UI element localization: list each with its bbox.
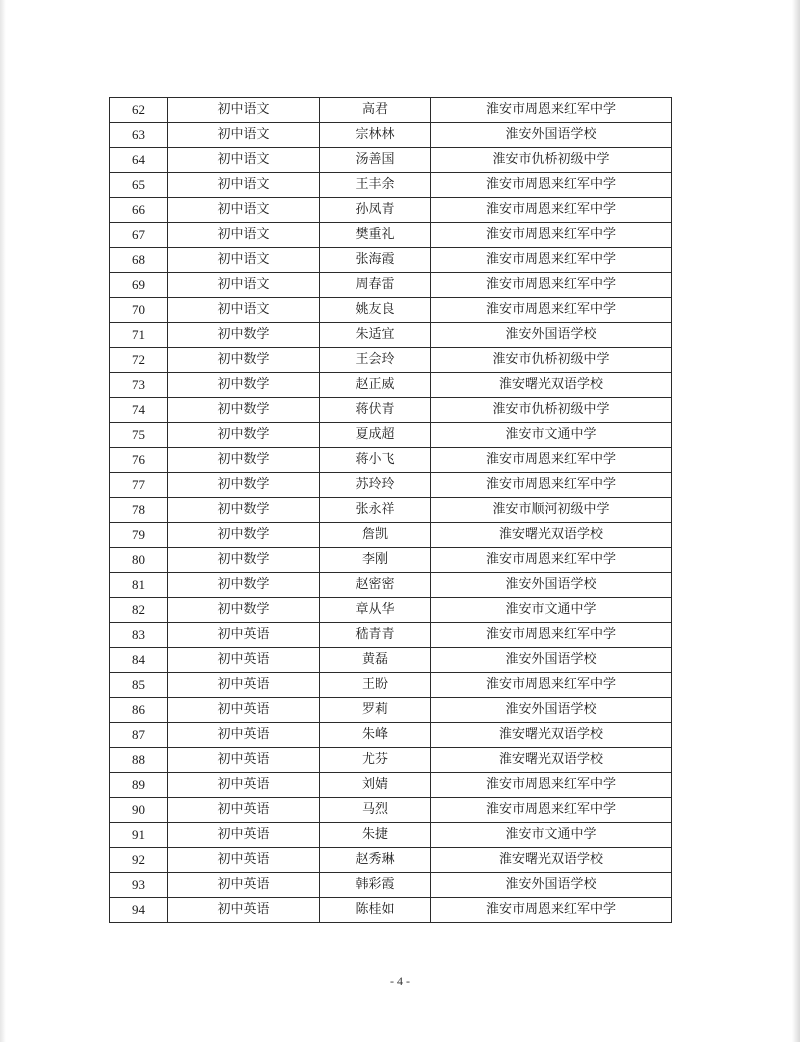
row-number-cell: 77 [110, 473, 168, 498]
school-cell: 淮安外国语学校 [431, 648, 672, 673]
subject-cell: 初中数学 [168, 523, 320, 548]
subject-cell: 初中数学 [168, 373, 320, 398]
subject-cell: 初中语文 [168, 123, 320, 148]
table-row [110, 723, 672, 748]
school-cell: 淮安市周恩来红军中学 [431, 298, 672, 323]
table-row [110, 223, 672, 248]
teacher-name-cell: 刘婧 [320, 773, 431, 798]
teacher-name-cell: 高君 [320, 98, 431, 123]
table-row [110, 348, 672, 373]
table-row [110, 873, 672, 898]
row-number-cell: 92 [110, 848, 168, 873]
subject-cell: 初中英语 [168, 898, 320, 923]
table-row [110, 648, 672, 673]
row-number-cell: 81 [110, 573, 168, 598]
row-number-cell: 63 [110, 123, 168, 148]
school-cell: 淮安市文通中学 [431, 823, 672, 848]
teacher-name-cell: 朱适宜 [320, 323, 431, 348]
subject-cell: 初中语文 [168, 98, 320, 123]
row-number-cell: 74 [110, 398, 168, 423]
school-cell: 淮安市周恩来红军中学 [431, 173, 672, 198]
table-row [110, 698, 672, 723]
teacher-name-cell: 樊重礼 [320, 223, 431, 248]
subject-cell: 初中语文 [168, 273, 320, 298]
row-number-cell: 66 [110, 198, 168, 223]
teacher-name-cell: 王盼 [320, 673, 431, 698]
row-number-cell: 64 [110, 148, 168, 173]
table-row [110, 298, 672, 323]
school-cell: 淮安市周恩来红军中学 [431, 223, 672, 248]
subject-cell: 初中英语 [168, 673, 320, 698]
school-cell: 淮安市仇桥初级中学 [431, 348, 672, 373]
subject-cell: 初中数学 [168, 498, 320, 523]
row-number-cell: 71 [110, 323, 168, 348]
subject-cell: 初中数学 [168, 348, 320, 373]
teacher-name-cell: 王会玲 [320, 348, 431, 373]
school-cell: 淮安市周恩来红军中学 [431, 98, 672, 123]
table-row [110, 798, 672, 823]
teacher-name-cell: 汤善国 [320, 148, 431, 173]
teacher-name-cell: 黄磊 [320, 648, 431, 673]
subject-cell: 初中数学 [168, 398, 320, 423]
table-row [110, 198, 672, 223]
roster-table-body [110, 98, 672, 923]
school-cell: 淮安曙光双语学校 [431, 373, 672, 398]
teacher-name-cell: 尤芬 [320, 748, 431, 773]
row-number-cell: 94 [110, 898, 168, 923]
table-row [110, 423, 672, 448]
table-row [110, 373, 672, 398]
teacher-name-cell: 罗莉 [320, 698, 431, 723]
teacher-name-cell: 陈桂如 [320, 898, 431, 923]
school-cell: 淮安曙光双语学校 [431, 523, 672, 548]
school-cell: 淮安市周恩来红军中学 [431, 248, 672, 273]
teacher-name-cell: 苏玲玲 [320, 473, 431, 498]
school-cell: 淮安市顺河初级中学 [431, 498, 672, 523]
subject-cell: 初中英语 [168, 723, 320, 748]
subject-cell: 初中语文 [168, 223, 320, 248]
page-edge-right [792, 0, 800, 1042]
subject-cell: 初中英语 [168, 848, 320, 873]
subject-cell: 初中英语 [168, 623, 320, 648]
row-number-cell: 72 [110, 348, 168, 373]
subject-cell: 初中数学 [168, 323, 320, 348]
teacher-name-cell: 赵秀琳 [320, 848, 431, 873]
row-number-cell: 65 [110, 173, 168, 198]
school-cell: 淮安市周恩来红军中学 [431, 673, 672, 698]
school-cell: 淮安市周恩来红军中学 [431, 898, 672, 923]
row-number-cell: 68 [110, 248, 168, 273]
school-cell: 淮安市仇桥初级中学 [431, 398, 672, 423]
subject-cell: 初中英语 [168, 823, 320, 848]
row-number-cell: 73 [110, 373, 168, 398]
table-row [110, 98, 672, 123]
table-row [110, 273, 672, 298]
school-cell: 淮安市周恩来红军中学 [431, 773, 672, 798]
row-number-cell: 62 [110, 98, 168, 123]
row-number-cell: 93 [110, 873, 168, 898]
row-number-cell: 89 [110, 773, 168, 798]
table-row [110, 398, 672, 423]
row-number-cell: 79 [110, 523, 168, 548]
school-cell: 淮安市周恩来红军中学 [431, 798, 672, 823]
teacher-name-cell: 张永祥 [320, 498, 431, 523]
row-number-cell: 86 [110, 698, 168, 723]
table-row [110, 123, 672, 148]
table-row [110, 473, 672, 498]
row-number-cell: 88 [110, 748, 168, 773]
table-row [110, 673, 672, 698]
teacher-name-cell: 詹凯 [320, 523, 431, 548]
row-number-cell: 91 [110, 823, 168, 848]
teacher-name-cell: 章从华 [320, 598, 431, 623]
subject-cell: 初中数学 [168, 598, 320, 623]
row-number-cell: 76 [110, 448, 168, 473]
school-cell: 淮安曙光双语学校 [431, 723, 672, 748]
school-cell: 淮安市周恩来红军中学 [431, 448, 672, 473]
row-number-cell: 87 [110, 723, 168, 748]
subject-cell: 初中英语 [168, 773, 320, 798]
row-number-cell: 90 [110, 798, 168, 823]
subject-cell: 初中英语 [168, 698, 320, 723]
table-row [110, 173, 672, 198]
school-cell: 淮安外国语学校 [431, 573, 672, 598]
school-cell: 淮安市周恩来红军中学 [431, 473, 672, 498]
table-row [110, 573, 672, 598]
teacher-name-cell: 蒋小飞 [320, 448, 431, 473]
teacher-name-cell: 赵正威 [320, 373, 431, 398]
subject-cell: 初中英语 [168, 648, 320, 673]
teacher-name-cell: 姚友良 [320, 298, 431, 323]
row-number-cell: 84 [110, 648, 168, 673]
school-cell: 淮安市周恩来红军中学 [431, 273, 672, 298]
table-row [110, 448, 672, 473]
teacher-name-cell: 朱捷 [320, 823, 431, 848]
school-cell: 淮安市周恩来红军中学 [431, 198, 672, 223]
row-number-cell: 69 [110, 273, 168, 298]
teacher-name-cell: 蒋伏青 [320, 398, 431, 423]
teacher-name-cell: 夏成超 [320, 423, 431, 448]
row-number-cell: 80 [110, 548, 168, 573]
teacher-name-cell: 李刚 [320, 548, 431, 573]
subject-cell: 初中语文 [168, 148, 320, 173]
teacher-name-cell: 朱峰 [320, 723, 431, 748]
table-row [110, 523, 672, 548]
subject-cell: 初中数学 [168, 448, 320, 473]
subject-cell: 初中语文 [168, 298, 320, 323]
teacher-name-cell: 马烈 [320, 798, 431, 823]
table-row [110, 623, 672, 648]
school-cell: 淮安市周恩来红军中学 [431, 623, 672, 648]
row-number-cell: 82 [110, 598, 168, 623]
table-row [110, 548, 672, 573]
teacher-name-cell: 赵密密 [320, 573, 431, 598]
subject-cell: 初中英语 [168, 798, 320, 823]
row-number-cell: 78 [110, 498, 168, 523]
teacher-name-cell: 王丰余 [320, 173, 431, 198]
teacher-name-cell: 韩彩霞 [320, 873, 431, 898]
school-cell: 淮安市文通中学 [431, 598, 672, 623]
subject-cell: 初中语文 [168, 173, 320, 198]
subject-cell: 初中英语 [168, 873, 320, 898]
subject-cell: 初中英语 [168, 748, 320, 773]
table-row [110, 248, 672, 273]
subject-cell: 初中数学 [168, 423, 320, 448]
table-row [110, 598, 672, 623]
subject-cell: 初中数学 [168, 573, 320, 598]
school-cell: 淮安外国语学校 [431, 323, 672, 348]
school-cell: 淮安市文通中学 [431, 423, 672, 448]
school-cell: 淮安曙光双语学校 [431, 848, 672, 873]
row-number-cell: 67 [110, 223, 168, 248]
teacher-name-cell: 孙凤青 [320, 198, 431, 223]
row-number-cell: 85 [110, 673, 168, 698]
row-number-cell: 83 [110, 623, 168, 648]
table-row [110, 498, 672, 523]
school-cell: 淮安外国语学校 [431, 123, 672, 148]
page-number: - 4 - [390, 974, 410, 988]
teacher-roster-table [109, 97, 672, 923]
table-row [110, 898, 672, 923]
school-cell: 淮安外国语学校 [431, 873, 672, 898]
teacher-name-cell: 嵇青青 [320, 623, 431, 648]
table-row [110, 323, 672, 348]
school-cell: 淮安市仇桥初级中学 [431, 148, 672, 173]
table-row [110, 823, 672, 848]
row-number-cell: 70 [110, 298, 168, 323]
table-row [110, 148, 672, 173]
subject-cell: 初中语文 [168, 198, 320, 223]
teacher-name-cell: 宗林林 [320, 123, 431, 148]
teacher-name-cell: 周春雷 [320, 273, 431, 298]
school-cell: 淮安市周恩来红军中学 [431, 548, 672, 573]
row-number-cell: 75 [110, 423, 168, 448]
table-row [110, 848, 672, 873]
page-edge-left [0, 0, 6, 1042]
subject-cell: 初中数学 [168, 473, 320, 498]
school-cell: 淮安外国语学校 [431, 698, 672, 723]
table-row [110, 773, 672, 798]
subject-cell: 初中数学 [168, 548, 320, 573]
teacher-name-cell: 张海霞 [320, 248, 431, 273]
table-row [110, 748, 672, 773]
subject-cell: 初中语文 [168, 248, 320, 273]
school-cell: 淮安曙光双语学校 [431, 748, 672, 773]
